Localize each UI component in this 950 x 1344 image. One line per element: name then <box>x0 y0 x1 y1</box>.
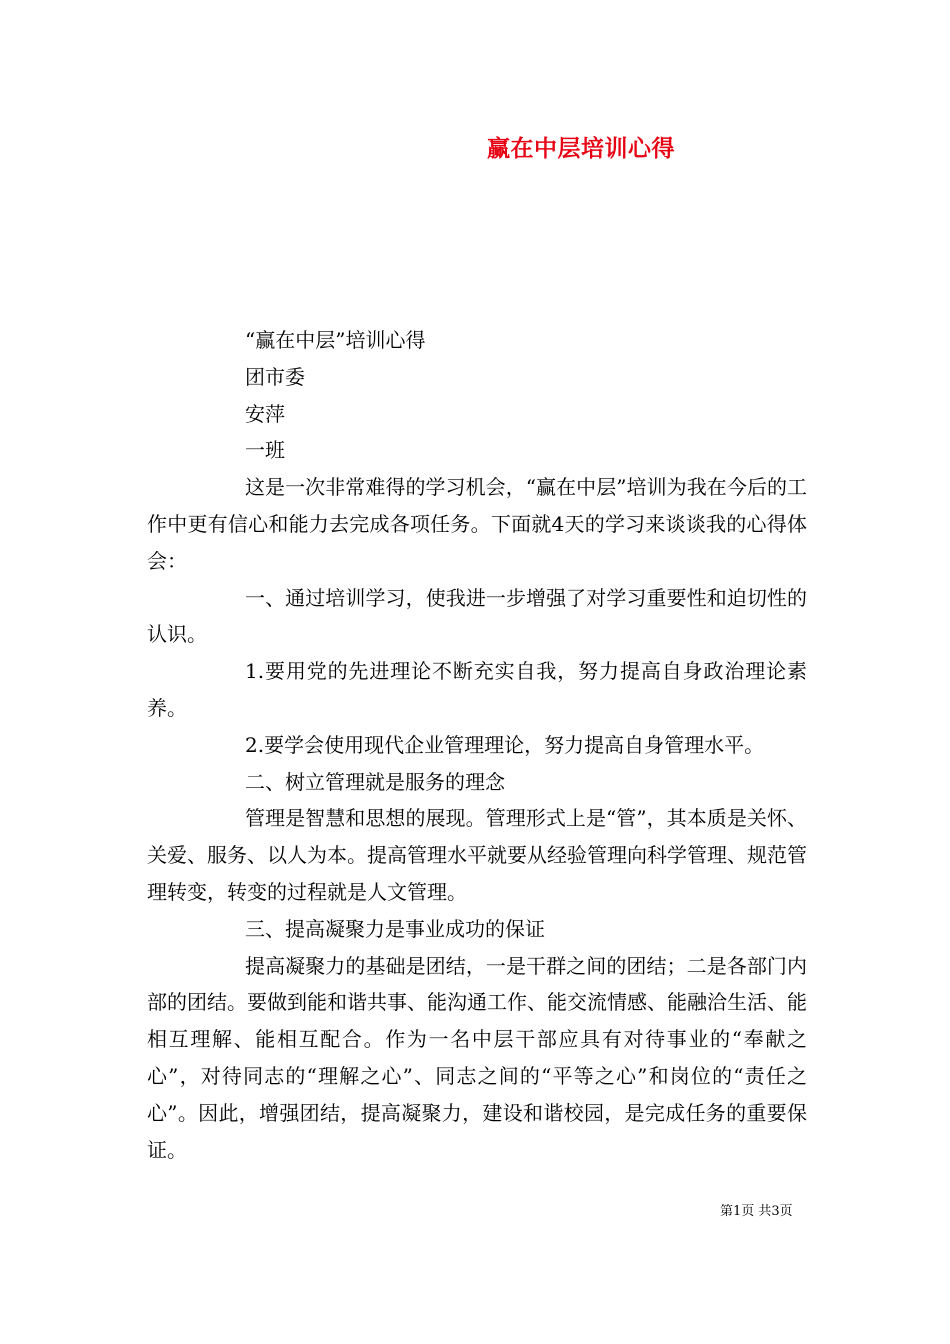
author-paragraph: 安萍 <box>245 401 285 426</box>
page-number-footer: 第1页 共3页 <box>720 1204 793 1219</box>
section-one-point-2: 2.要学会使用现代企业管理理论，努力提高自身管理水平。 <box>245 732 765 757</box>
subtitle-paragraph: “赢在中层”培训心得 <box>245 328 426 352</box>
section-one-heading: 一、通过培训学习，使我进一步增强了对学习重要性和迫切性的认识。 <box>147 585 807 647</box>
document-body <box>147 322 807 1168</box>
intro-paragraph: 这是一次非常难得的学习机会，“赢在中层”培训为我在今后的工作中更有信心和能力去完成各项任务。下面就4天的学习来谈谈我的心得体会： <box>147 475 807 573</box>
section-three-heading: 三、提高凝聚力是事业成功的保证 <box>245 916 545 941</box>
section-three-paragraph: 提高凝聚力的基础是团结，一是干群之间的团结；二是各部门内部的团结。要做到能和谐共事、能沟通工作、能交流情感、能融洽生活、能相互理解、能相互配合。作为一名中层干部应具有对待事业的“奉献之心”，对待同志的“理解之心”、同志之间的“平等之心”和岗位的“责任之心”。因此，增强团结，提高凝聚力，建设和谐校园，是完成任务的重要保证。 <box>147 953 807 1162</box>
section-two-heading: 二、树立管理就是服务的理念 <box>245 769 505 794</box>
class-paragraph: 一班 <box>245 438 285 463</box>
section-one-point-1: 1.要用党的先进理论不断充实自我，努力提高自身政治理论素养。 <box>147 659 807 720</box>
section-two-paragraph: 管理是智慧和思想的展现。管理形式上是“管”，其本质是关怀、关爱、服务、以人为本。提高管理水平就要从经验管理向科学管理、规范管理转变，转变的过程就是人文管理。 <box>147 806 807 904</box>
document-title: 赢在中层培训心得 <box>487 136 675 162</box>
organization-paragraph: 团市委 <box>245 364 305 389</box>
